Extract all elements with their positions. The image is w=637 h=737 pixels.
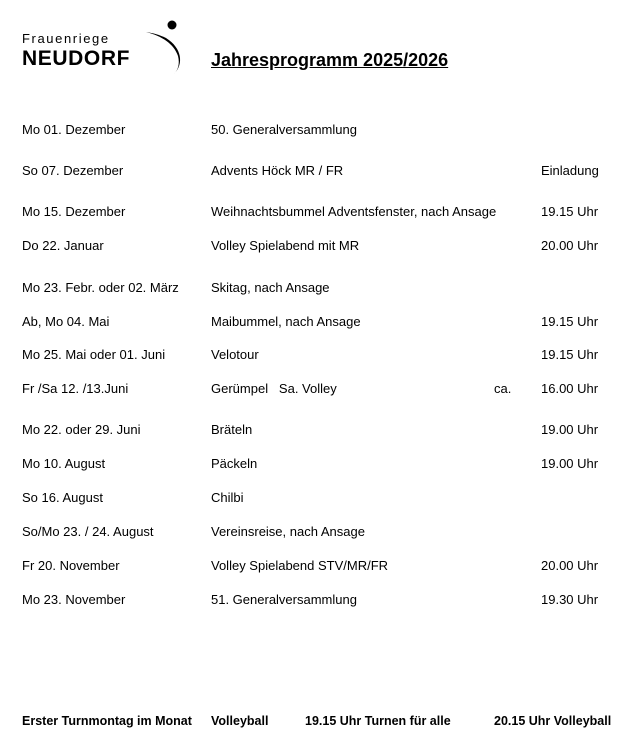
event-title: Päckeln [211,456,258,471]
event-row [0,280,637,300]
event-time: 19.00 Uhr [541,422,599,437]
event-date: So/Mo 23. / 24. August [22,524,154,539]
event-time: 19.15 Uhr [541,347,599,362]
event-row [0,456,637,476]
event-date: Fr 20. November [22,558,120,573]
event-ca: ca. [494,381,512,396]
event-row [0,122,637,142]
logo-main-text: NEUDORF [22,47,131,70]
event-row [0,204,637,224]
event-time: 20.00 Uhr [541,558,599,573]
footer-volleyball: Volleyball [211,714,269,728]
event-title: Bräteln [211,422,253,437]
event-title: Maibummel, nach Ansage [211,314,361,329]
event-time: 19.30 Uhr [541,592,599,607]
event-title: Velotour [211,347,259,362]
event-date: So 07. Dezember [22,163,124,178]
event-date: Mo 23. November [22,592,126,607]
event-date: Mo 10. August [22,456,106,471]
event-row [0,422,637,442]
event-date: Ab, Mo 04. Mai [22,314,110,329]
page-title: Jahresprogramm 2025/2026 [211,50,449,70]
event-title: Advents Höck MR / FR [211,163,344,178]
event-time: 19.00 Uhr [541,456,599,471]
event-date: Mo 23. Febr. oder 02. März [22,280,179,295]
event-row [0,558,637,578]
event-title: Volley Spielabend mit MR [211,238,360,253]
club-logo [22,18,192,78]
event-date: Mo 25. Mai oder 01. Juni [22,347,166,362]
event-row [0,524,637,544]
footer-note [0,714,637,734]
event-title: 50. Generalversammlung [211,122,357,137]
event-row [0,347,637,367]
footer-turnen-time: 19.15 Uhr Turnen für alle [305,714,451,728]
event-row [0,490,637,510]
event-time: 16.00 Uhr [541,381,599,396]
logo-top-text: Frauenriege [22,31,110,46]
event-date: Fr /Sa 12. /13.Juni [22,381,129,396]
footer-first-monday: Erster Turnmontag im Monat [22,714,192,728]
event-date: So 16. August [22,490,103,505]
gymnast-swoosh-icon [144,18,194,74]
event-date: Do 22. Januar [22,238,104,253]
event-time: 20.00 Uhr [541,238,599,253]
event-row [0,163,637,183]
event-time: 19.15 Uhr [541,314,599,329]
event-row [0,314,637,334]
event-title: Skitag, nach Ansage [211,280,330,295]
event-row [0,238,637,258]
event-title: Chilbi [211,490,244,505]
event-title: Vereinsreise, nach Ansage [211,524,365,539]
event-date: Mo 01. Dezember [22,122,126,137]
event-row [0,381,637,401]
event-date: Mo 22. oder 29. Juni [22,422,141,437]
event-time: 19.15 Uhr [541,204,599,219]
event-title: 51. Generalversammlung [211,592,357,607]
event-title: Weihnachtsbummel Adventsfenster, nach Ansage [211,204,497,219]
event-row [0,592,637,612]
event-title: Volley Spielabend STV/MR/FR [211,558,389,573]
footer-volleyball-time: 20.15 Uhr Volleyball [494,714,612,728]
event-title: Gerümpel Sa. Volley [211,381,337,396]
event-time: Einladung [541,163,599,178]
event-date: Mo 15. Dezember [22,204,126,219]
